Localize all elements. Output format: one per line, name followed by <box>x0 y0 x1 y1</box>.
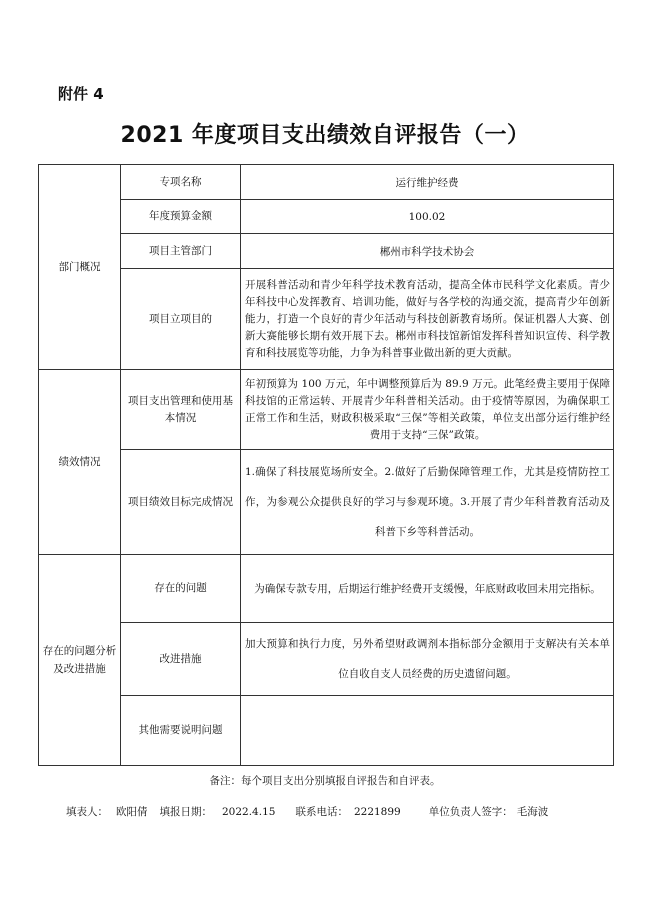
row-value: 郴州市科学技术协会 <box>241 234 614 269</box>
report-title: 2021 年度项目支出绩效自评报告（一） <box>120 123 530 148</box>
signature-line <box>66 804 548 819</box>
row-label: 项目立项目的 <box>121 269 241 370</box>
row-value: 开展科普活动和青少年科学技术教育活动，提高全体市民科学文化素质。青少年科技中心发挥教育、培训功能，做好与各学校的沟通交流，提高青少年创新能力，打造一个良好的青少年活动与科技创新教育场所。保证机器人大赛、创新大赛能够长期有效开展下去。郴州市科技馆新馆发挥科普知识宣传、科学教育和科技展览等功能，力争为科普事业做出新的更大贡献。 <box>241 269 614 370</box>
row-value: 1.确保了科技展览场所安全。2.做好了后勤保障管理工作，尤其是疫情防控工作，为参观公众提供良好的学习与参观环境。3.开展了青少年科普教育活动及科普下乡等科普活动。 <box>241 450 614 555</box>
table-row <box>39 234 614 269</box>
row-label: 存在的问题 <box>121 555 241 623</box>
row-value <box>241 696 614 766</box>
table-row <box>39 623 614 696</box>
footnote: 备注：每个项目支出分别填报自评报告和自评表。 <box>209 775 441 787</box>
row-label: 项目绩效目标完成情况 <box>121 450 241 555</box>
filler-label: 填表人： <box>66 806 108 818</box>
table-row <box>39 696 614 766</box>
row-label: 项目支出管理和使用基本情况 <box>121 370 241 450</box>
table-row <box>39 450 614 555</box>
table-row <box>39 370 614 450</box>
phone-label: 联系电话： <box>295 806 348 818</box>
sign-label: 单位负责人签字： <box>428 806 513 818</box>
row-label: 改进措施 <box>121 623 241 696</box>
report-table <box>38 164 614 766</box>
row-label: 其他需要说明问题 <box>121 696 241 766</box>
phone-number: 2221899 <box>353 806 401 818</box>
row-value: 100.02 <box>241 200 614 234</box>
fill-date: 2022.4.15 <box>222 806 276 818</box>
section-label-perf: 绩效情况 <box>39 370 121 555</box>
table-row <box>39 200 614 234</box>
date-label: 填报日期： <box>159 806 212 818</box>
row-label: 年度预算金额 <box>121 200 241 234</box>
row-value: 加大预算和执行力度，另外希望财政调剂本指标部分金额用于支解决有关本单位自收自支人员经费的历史遗留问题。 <box>241 623 614 696</box>
attachment-label: 附件 4 <box>58 85 104 103</box>
section-label-issues: 存在的问题分析及改进措施 <box>39 555 121 766</box>
sign-name: 毛海波 <box>516 806 549 818</box>
row-value: 年初预算为 100 万元，年中调整预算后为 89.9 万元。此笔经费主要用于保障科技馆的正常运转、开展青少年科普相关活动。由于疫情等原因，为确保职工正常工作和生活，财政积极采取“三保”等相关政策，单位支出部分运行维护经费用于支持“三保”政策。 <box>241 370 614 450</box>
filler-name: 欧阳倩 <box>116 806 148 818</box>
row-value: 运行维护经费 <box>241 165 614 200</box>
section-label-dept: 部门概况 <box>39 165 121 370</box>
row-label: 专项名称 <box>121 165 241 200</box>
table-row <box>39 165 614 200</box>
row-value: 为确保专款专用，后期运行维护经费开支缓慢，年底财政收回未用完指标。 <box>241 555 614 623</box>
table-row <box>39 555 614 623</box>
row-label: 项目主管部门 <box>121 234 241 269</box>
table-row <box>39 269 614 370</box>
